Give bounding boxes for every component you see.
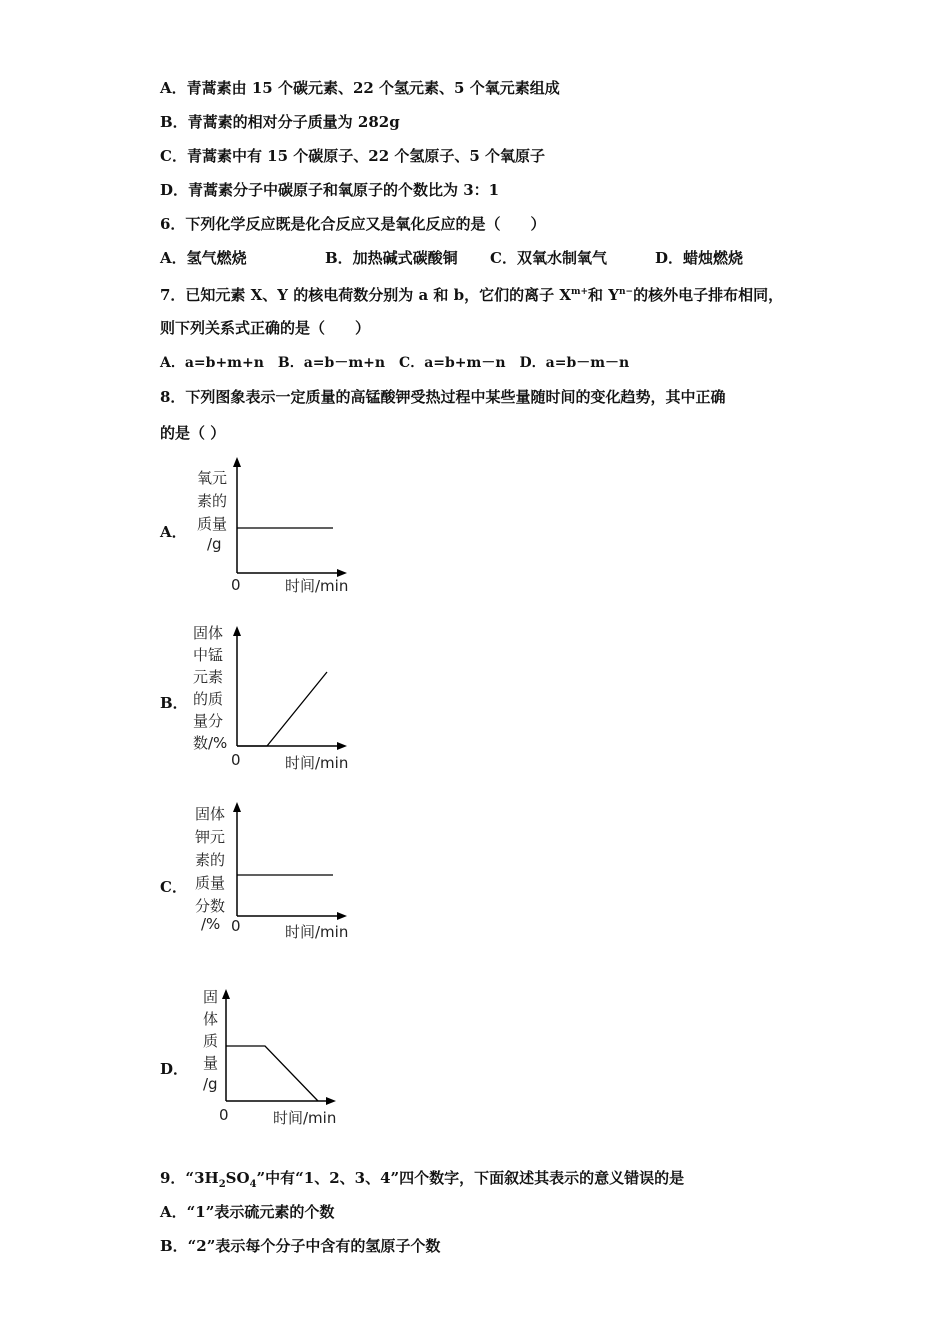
graph-c-ylabel-6: /%	[201, 915, 221, 933]
graph-c-ylabel-2: 钾元	[195, 828, 226, 846]
q6-option-d: D．蜡烛燃烧	[655, 249, 744, 267]
graph-b-y-arrow	[233, 626, 241, 636]
graph-b-ylabel-2: 中锰	[193, 646, 224, 664]
graph-c-ylabel-3: 素的	[195, 851, 226, 869]
graph-a-ylabel-4: /g	[207, 535, 222, 553]
q8-stem: 8．下列图象表示一定质量的高锰酸钾受热过程中某些量随时间的变化趋势，其中正确	[160, 388, 726, 406]
graph-c-x-arrow	[337, 912, 347, 920]
q8-graph-b-label: B．	[160, 694, 188, 712]
q5-option-a: A．青蒿素由 15 个碳元素、22 个氢元素、5 个氧元素组成	[160, 79, 560, 97]
graph-d-y-arrow	[222, 989, 230, 999]
q6-stem: 6．下列化学反应既是化合反应又是氧化反应的是（ ）	[160, 215, 546, 233]
q9-stem	[160, 1168, 684, 1195]
q9-stem-mid: SO	[225, 1169, 250, 1187]
graph-b-xlabel: 时间/min	[285, 754, 349, 772]
q5-option-b: B．青蒿素的相对分子质量为 282g	[160, 113, 400, 131]
q7-stem-line2: 则下列关系式正确的是（ ）	[160, 319, 371, 337]
graph-c-xlabel: 时间/min	[285, 923, 349, 941]
q7-stem-post: 的核外电子排布相同，	[633, 286, 784, 304]
q9-option-a: A．“1”表示硫元素的个数	[160, 1203, 335, 1221]
graph-d-ylabel-2: 体	[203, 1010, 219, 1028]
graph-b-ylabel-4: 的质	[193, 690, 224, 708]
graph-d-x-arrow	[326, 1097, 336, 1105]
graph-d-ylabel-3: 质	[203, 1032, 219, 1050]
q7-ion-x-charge: m+	[570, 287, 589, 297]
q8-graph-a	[185, 455, 365, 600]
graph-c-origin: 0	[231, 917, 241, 935]
graph-d-origin: 0	[219, 1106, 229, 1124]
q6-options	[160, 248, 743, 268]
graph-b-ylabel-6: 数/%	[193, 734, 228, 752]
graph-a-ylabel-2: 素的	[197, 492, 228, 510]
graph-c-ylabel-1: 固体	[195, 805, 226, 823]
q8-graph-d	[185, 983, 355, 1128]
q8-graph-a-label: A．	[160, 523, 187, 541]
q5-option-c: C．青蒿素中有 15 个碳原子、22 个氢原子、5 个氧原子	[160, 147, 546, 165]
graph-d-ylabel-5: /g	[203, 1075, 218, 1093]
q6-option-c: C．双氧水制氧气	[490, 249, 607, 267]
graph-d-trend-line	[226, 1046, 318, 1101]
graph-b-x-arrow	[337, 742, 347, 750]
graph-d-ylabel-4: 量	[203, 1054, 219, 1072]
q7-ion-y-charge: n−	[618, 287, 634, 297]
q7-options: A．a=b+m+n B．a=b－m+n C．a=b+m－n D．a=b－m－n	[160, 355, 630, 371]
graph-b-ylabel-5: 量分	[193, 712, 224, 730]
graph-c-y-arrow	[233, 802, 241, 812]
q7-stem-pre: 7．已知元素 X、Y 的核电荷数分别为 a 和 b，它们的离子 X	[160, 286, 571, 304]
graph-a-origin: 0	[231, 576, 241, 594]
q9-stem-post: ”中有“1、2、3、4”四个数字，下面叙述其表示的意义错误的是	[256, 1169, 685, 1187]
graph-d-xlabel: 时间/min	[273, 1109, 337, 1127]
q8-graph-d-label: D．	[160, 1060, 189, 1078]
graph-a-x-arrow	[337, 569, 347, 577]
graph-a-ylabel-1: 氧元	[197, 469, 228, 487]
q9-option-b: B．“2”表示每个分子中含有的氢原子个数	[160, 1237, 441, 1255]
graph-a-y-arrow	[233, 457, 241, 467]
graph-a-ylabel-3: 质量	[197, 515, 228, 533]
q8-stem-line2: 的是（ ）	[160, 424, 226, 442]
q7-stem-mid: 和 Y	[588, 286, 619, 304]
graph-c-ylabel-4: 质量	[195, 874, 226, 892]
graph-b-origin: 0	[231, 751, 241, 769]
q9-sub-2: 2	[218, 1179, 226, 1190]
q8-graph-c-label: C．	[160, 878, 187, 896]
q8-graph-c	[185, 798, 365, 946]
graph-b-ylabel-1: 固体	[193, 624, 224, 642]
graph-c-ylabel-5: 分数	[195, 897, 226, 915]
graph-b-ylabel-3: 元素	[193, 668, 224, 686]
q6-option-b: B．加热碱式碳酸铜	[325, 249, 458, 267]
q7-stem	[160, 282, 783, 305]
q6-option-a: A．氢气燃烧	[160, 249, 247, 267]
graph-b-trend-line	[237, 672, 327, 746]
q9-stem-pre: 9．“3H	[160, 1169, 219, 1187]
q8-graph-b	[185, 620, 365, 780]
graph-d-ylabel-1: 固	[203, 988, 219, 1006]
q9-sub-4: 4	[249, 1179, 257, 1190]
graph-a-xlabel: 时间/min	[285, 577, 349, 595]
q5-option-d: D．青蒿素分子中碳原子和氧原子的个数比为 3：1	[160, 181, 500, 199]
